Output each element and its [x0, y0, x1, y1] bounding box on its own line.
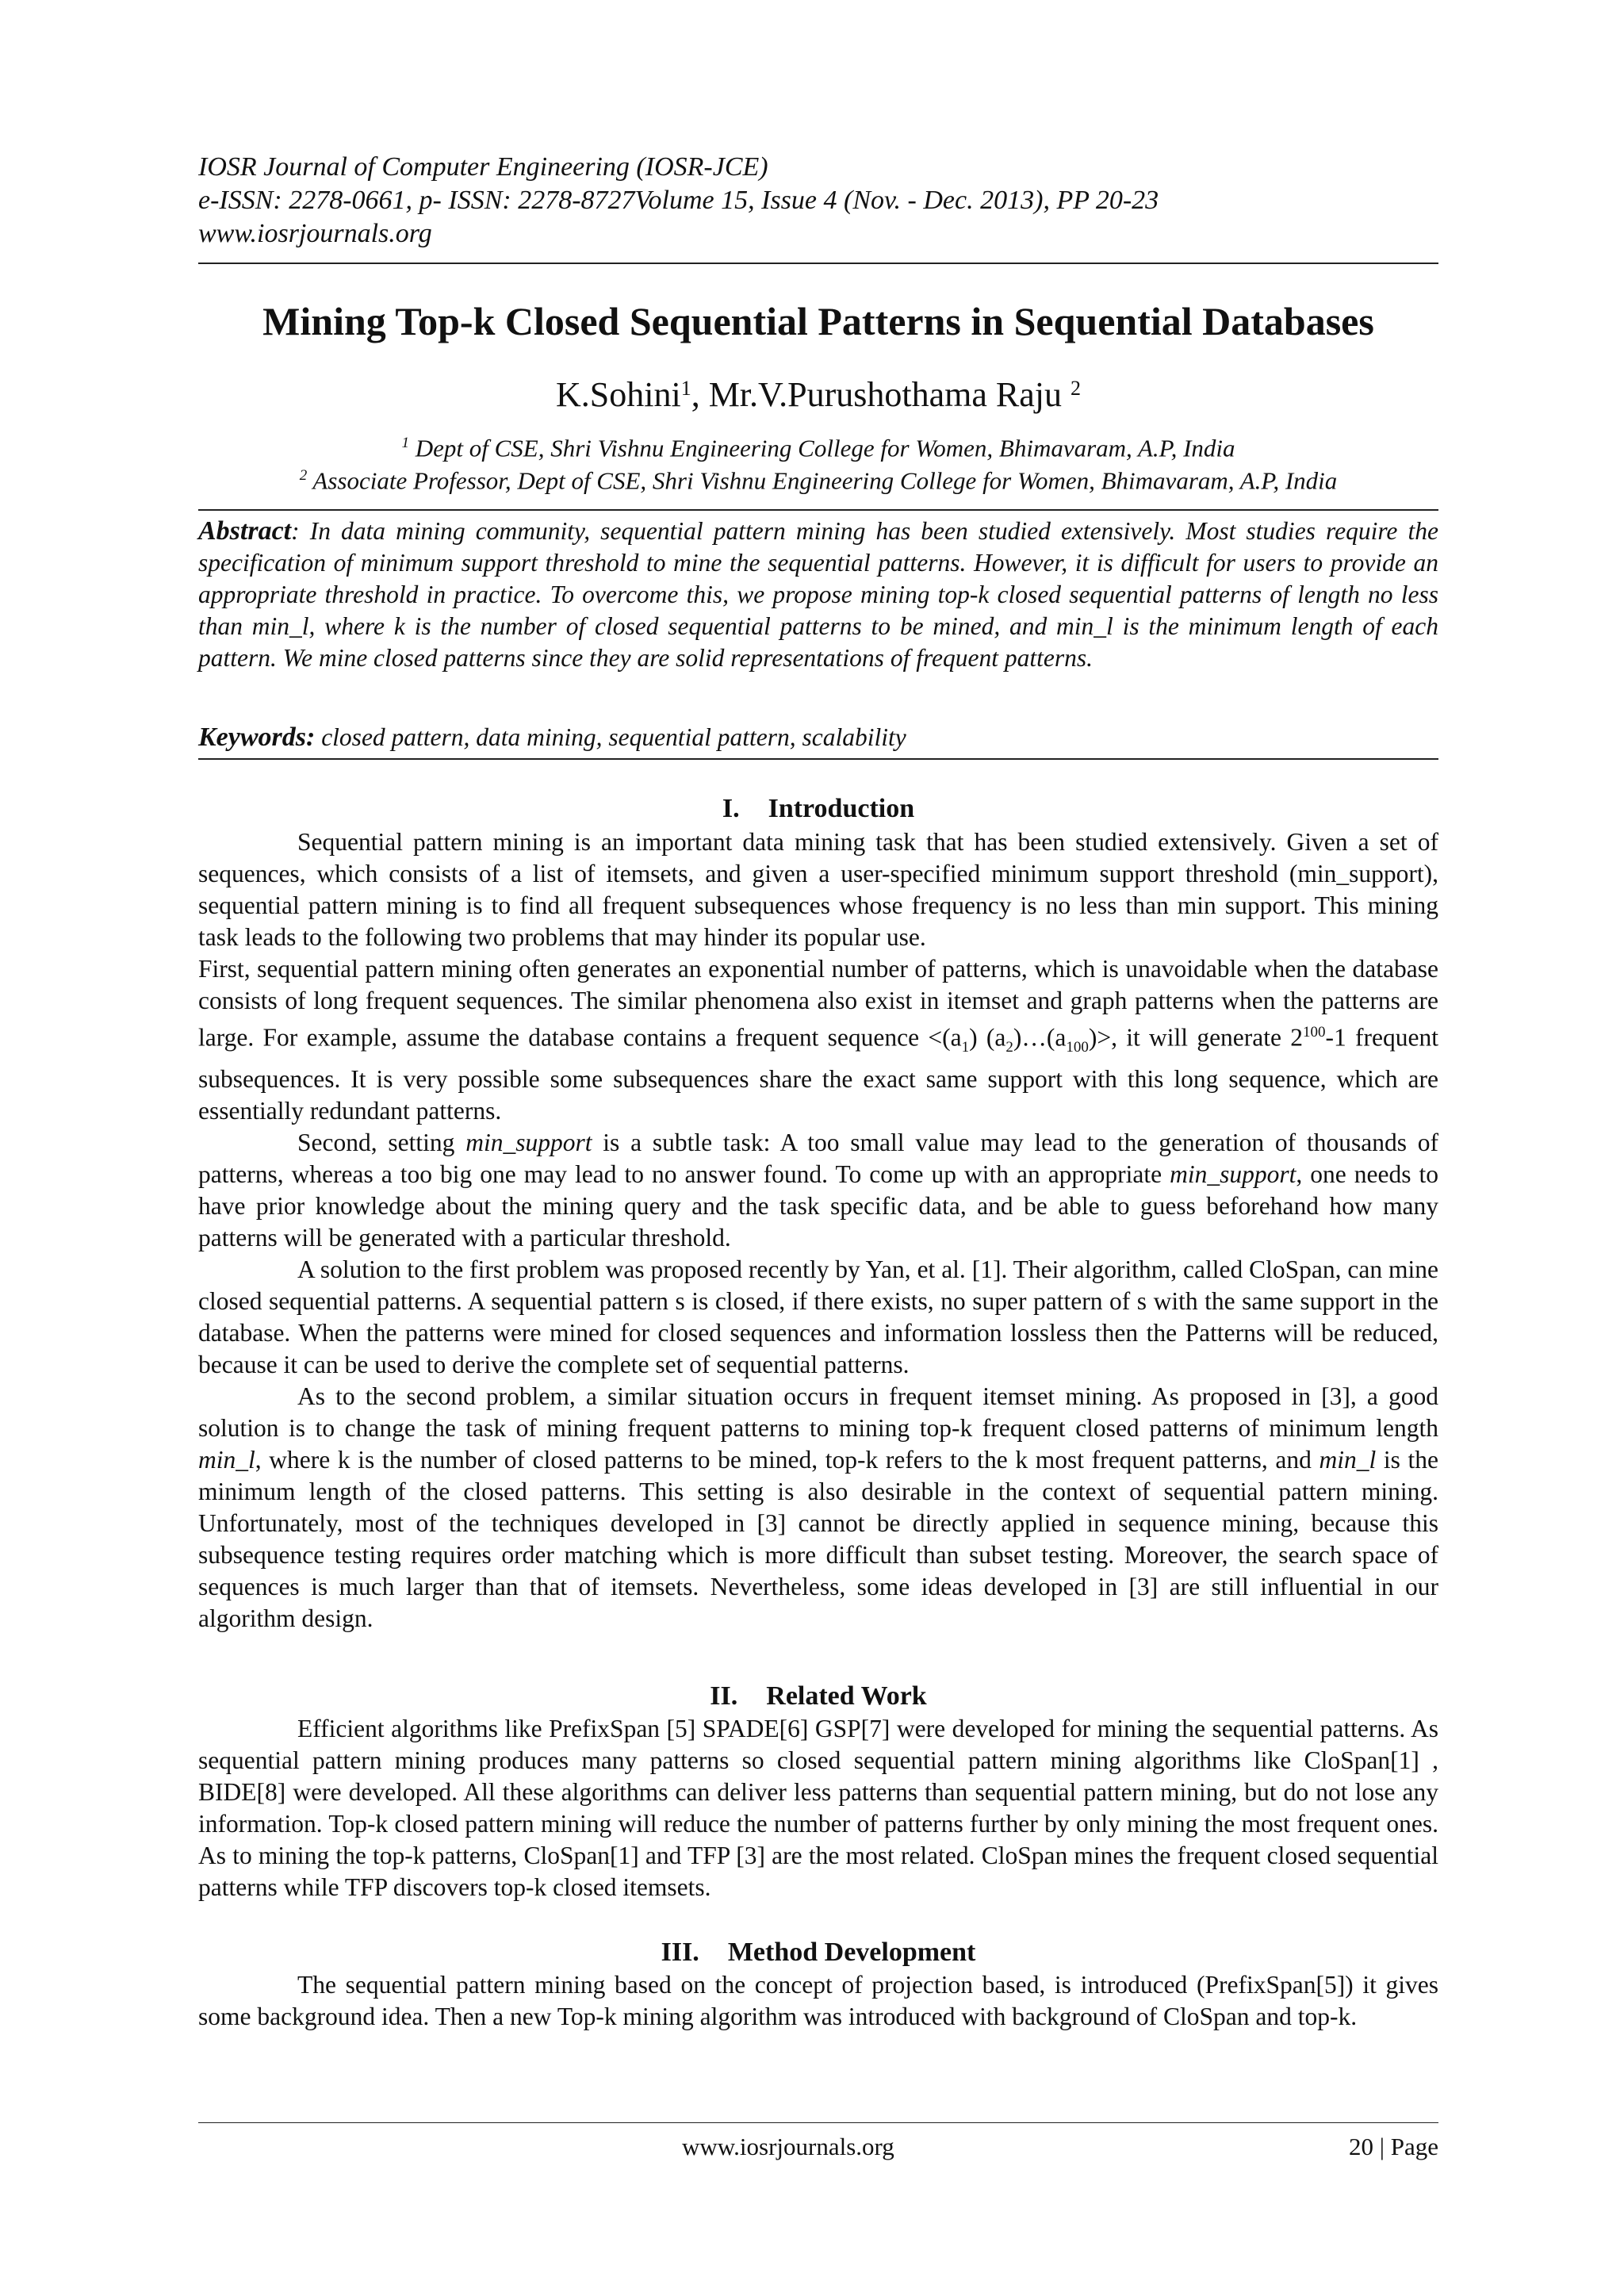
- header-rule: [198, 263, 1438, 264]
- section-number: III.: [661, 1938, 699, 1967]
- section-heading-method-development: [198, 1935, 1438, 1970]
- affiliation-1-mark: 1: [401, 435, 409, 451]
- section-title: Method Development: [727, 1938, 976, 1967]
- author-2-mark: 2: [1071, 377, 1081, 400]
- intro-paragraph-4: A solution to the first problem was proposed recently by Yan, et al. [1]. Their algorithm, called CloSpan, can mine closed sequential patterns. A sequential pattern s is closed, if there exists, no super pattern of s with the same support in the database. When the patterns were mined for closed sequences and information lossless then the Patterns will be reduced, because it can be used to derive the complete set of sequential patterns.: [198, 1255, 1438, 1378]
- footer-website[interactable]: www.iosrjournals.org: [682, 2133, 894, 2160]
- keywords-text: closed pattern, data mining, sequential pattern, scalability: [315, 723, 906, 751]
- intro-paragraph-1: Sequential pattern mining is an important data mining task that has been studied extensively. Given a set of sequences, which consists of a list of itemsets, and given a user-specified minimum support threshold (min_support), sequential pattern mining is to find all frequent subsequences whose frequency is no less than min support. This mining task leads to the following two problems that may hinder its popular use.: [198, 828, 1438, 951]
- keywords-label: Keywords:: [198, 723, 316, 752]
- related-work-body: [198, 1713, 1438, 1903]
- abstract-label: Abstract: [198, 516, 292, 546]
- section-title: Introduction: [768, 794, 915, 823]
- abstract-text: : In data mining community, sequential pattern mining has been studied extensively. Most studies require the specification of minimum support threshold to mine the sequential patterns. However, it is difficult for users to provide an appropriate threshold in practice. To overcome this, we propose mining top-k closed sequential patterns of length no less than min_l, where k is the number of closed sequential patterns to be mined, and min_l is the minimum length of each pattern. We mine closed patterns since they are solid representations of frequent patterns.: [198, 517, 1438, 672]
- page-number: 20 | Page: [1349, 2133, 1438, 2160]
- method-paragraph-1: The sequential pattern mining based on the concept of projection based, is introduced (PrefixSpan[5]) it gives some background idea. Then a new Top-k mining algorithm was introduced with background of CloSpan and top-k.: [198, 1971, 1438, 2030]
- journal-website[interactable]: www.iosrjournals.org: [198, 219, 432, 248]
- abstract-top-rule: [198, 509, 1438, 511]
- section-number: I.: [722, 794, 740, 823]
- related-paragraph-1: Efficient algorithms like PrefixSpan [5] SPADE[6] GSP[7] were developed for mining the sequential patterns. As sequential pattern mining produces many patterns so closed sequential pattern mining algorithms like CloSpan[1] , BIDE[8] were developed. All these algorithms can deliver less patterns than sequential pattern mining, but do not lose any information. Top-k closed pattern mining will reduce the number of patterns further by only mining the most frequent ones. As to mining the top-k patterns, CloSpan[1] and TFP [3] are the most related. CloSpan mines the frequent closed sequential patterns while TFP discovers top-k closed itemsets.: [198, 1715, 1438, 1901]
- section-heading-related-work: [198, 1679, 1438, 1714]
- paper-title: Mining Top-k Closed Sequential Patterns in Sequential Databases: [262, 299, 1374, 343]
- abstract: [198, 516, 1438, 674]
- affiliation-1: [198, 427, 1438, 464]
- abstract-bottom-rule: [198, 758, 1438, 760]
- author-line: [198, 373, 1438, 417]
- introduction-body: [198, 826, 1438, 1635]
- intro-paragraph-5: As to the second problem, a similar situation occurs in frequent itemset mining. As proposed in [3], a good solution is to change the task of mining frequent patterns to mining top-k frequent closed patterns of minimum length min_l, where k is the number of closed patterns to be mined, top-k refers to the k most frequent patterns, and min_l is the minimum length of the closed patterns. This setting is also desirable in the context of sequential pattern mining. Unfortunately, most of the techniques developed in [3] cannot be directly applied in sequence mining, because this subsequence testing requires order matching which is more difficult than subset testing. Moreover, the search space of sequences is much larger than that of itemsets. Nevertheless, some ideas developed in [3] are still influential in our algorithm design.: [198, 1382, 1438, 1632]
- author-2: , Mr.V.Purushothama Raju: [691, 375, 1071, 414]
- section-title: Related Work: [766, 1681, 927, 1711]
- affiliation-2-mark: 2: [299, 467, 308, 484]
- affiliation-1-text: Dept of CSE, Shri Vishnu Engineering College for Women, Bhimavaram, A.P, India: [408, 434, 1235, 462]
- footer-rule: [198, 2122, 1438, 2123]
- affiliation-2-text: Associate Professor, Dept of CSE, Shri Vishnu Engineering College for Women, Bhimavaram, A.P, India: [307, 466, 1338, 495]
- intro-paragraph-3: Second, setting min_support is a subtle task: A too small value may lead to the generation of thousands of patterns, whereas a too big one may lead to no answer found. To come up with an appropriate min_support, one needs to have prior knowledge about the mining query and the task specific data, and be able to guess beforehand how many patterns will be generated with a particular threshold.: [198, 1128, 1439, 1251]
- section-number: II.: [710, 1681, 738, 1711]
- intro-paragraph-2: First, sequential pattern mining often generates an exponential number of patterns, which is unavoidable when the database consists of long frequent sequences. The similar phenomena also exist in itemset and graph patterns when the patterns are large. For example, assume the database contains a frequent sequence $<(a_1)$ $(a_2)\dots(a_{100})>$, it will generate $2^{100}-1$ frequent subsequences. It is very possible some subsequences share the exact same support with this long sequence, which are essentially redundant patterns.: [198, 955, 1438, 1125]
- journal-name: IOSR Journal of Computer Engineering (IOSR-JCE): [198, 152, 768, 182]
- journal-header: [198, 151, 1438, 251]
- affiliation-2: [198, 460, 1438, 496]
- section-heading-introduction: [198, 792, 1438, 826]
- method-body: [198, 1969, 1438, 2033]
- author-1-mark: 1: [680, 377, 691, 400]
- issn-line: e-ISSN: 2278-0661, p- ISSN: 2278-8727Volume 15, Issue 4 (Nov. - Dec. 2013), PP 20-23: [198, 186, 1159, 215]
- author-1: K.Sohini: [555, 375, 681, 414]
- keywords: [198, 722, 1438, 753]
